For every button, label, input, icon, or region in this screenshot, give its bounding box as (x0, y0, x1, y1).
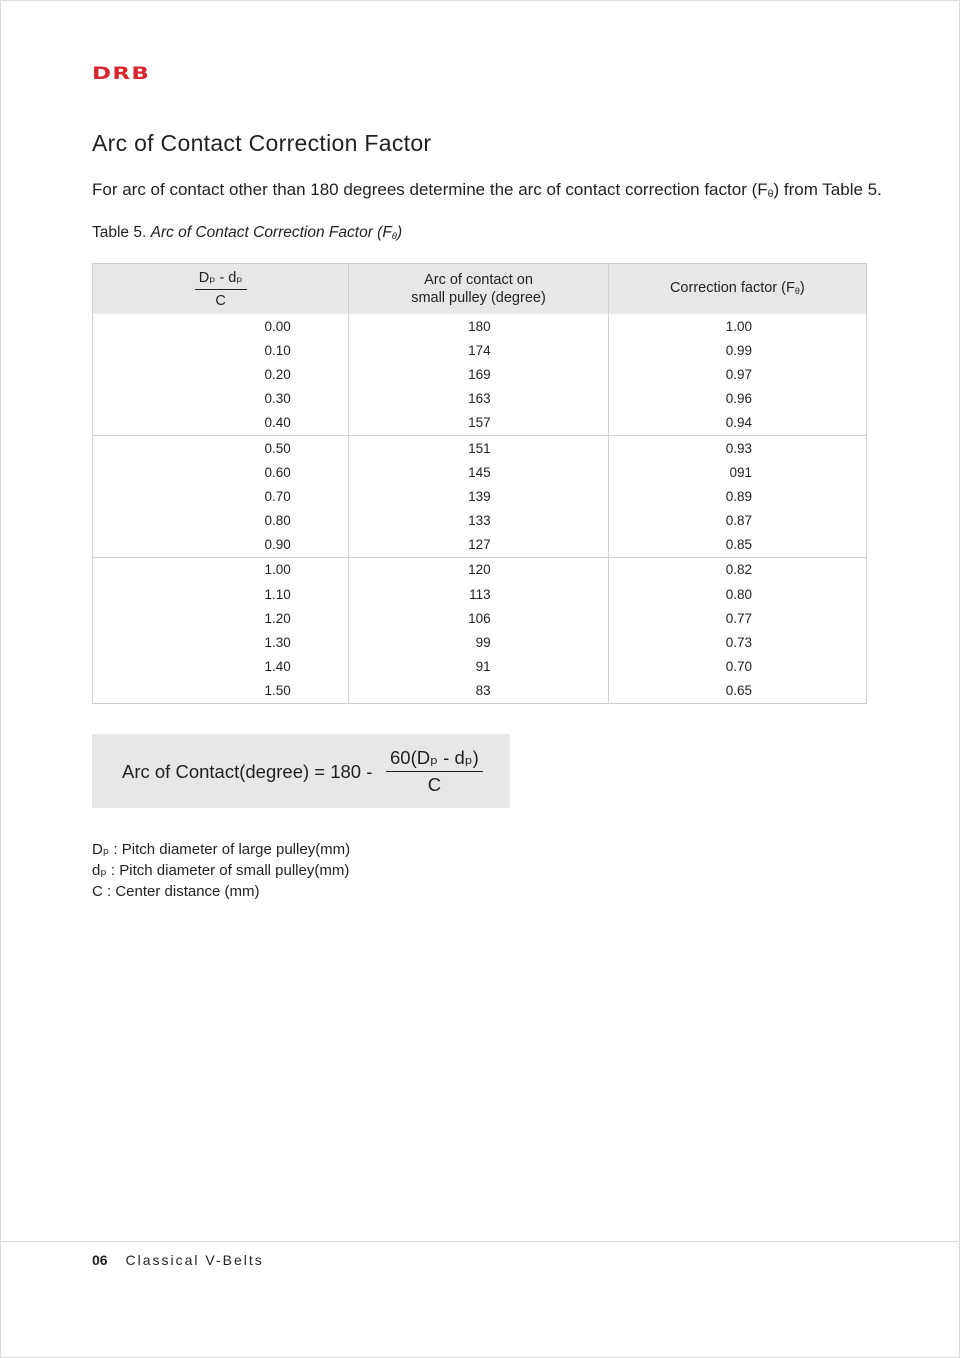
cell-ratio: 1.00 (93, 557, 349, 582)
header-arc (349, 264, 608, 315)
table-caption-sub: θ (391, 230, 398, 242)
cell-ratio: 0.90 (93, 533, 349, 558)
definition-large-pulley: Dₚ : Pitch diameter of large pulley(mm) (92, 841, 351, 858)
intro-text-tail: ) from Table 5. (773, 180, 882, 199)
table-caption-text (151, 224, 403, 241)
cell-factor: 0.97 (608, 362, 866, 386)
table-row (93, 679, 867, 704)
cell-ratio: 1.40 (93, 655, 349, 679)
cell-factor: 0.85 (608, 533, 866, 558)
table-row (93, 484, 867, 508)
cell-factor: 0.89 (608, 484, 866, 508)
cell-ratio: 1.10 (93, 582, 349, 606)
cell-factor: 0.70 (608, 655, 866, 679)
table-row (93, 338, 867, 362)
cell-arc: 91 (349, 655, 608, 679)
formula-numerator: 60(Dₚ - dₚ) (386, 747, 483, 772)
cell-factor: 0.77 (608, 606, 866, 630)
section-name: Classical V-Belts (125, 1252, 264, 1268)
cell-ratio: 0.50 (93, 435, 349, 460)
table-row (93, 533, 867, 558)
table-row (93, 655, 867, 679)
table-caption-tail: ) (397, 224, 403, 241)
cell-factor: 0.82 (608, 557, 866, 582)
cell-factor: 0.93 (608, 435, 866, 460)
table-row (93, 314, 867, 338)
definition-small-pulley: dₚ : Pitch diameter of small pulley(mm) (92, 862, 350, 879)
cell-ratio: 0.80 (93, 509, 349, 533)
intro-text-body: For arc of contact other than 180 degrees determine the arc of contact correction factor (F (92, 180, 768, 199)
header-correction (608, 264, 866, 315)
cell-ratio: 0.00 (93, 314, 349, 338)
table-body (93, 314, 867, 704)
cell-factor: 0.96 (608, 387, 866, 411)
cell-factor: 091 (608, 460, 866, 484)
cell-factor: 0.80 (608, 582, 866, 606)
formula-box (92, 734, 510, 808)
cell-arc: 163 (349, 387, 608, 411)
cell-arc: 157 (349, 411, 608, 436)
footer (92, 1252, 264, 1268)
table-caption-body: Arc of Contact Correction Factor (F (150, 224, 392, 241)
cell-ratio: 0.10 (93, 338, 349, 362)
cell-arc: 169 (349, 362, 608, 386)
cell-arc: 127 (349, 533, 608, 558)
ratio-numerator: Dₚ - dₚ (195, 269, 247, 290)
correction-factor-table (92, 263, 867, 704)
table-row (93, 606, 867, 630)
table-header-row (93, 264, 867, 315)
cell-arc: 145 (349, 460, 608, 484)
table-row (93, 557, 867, 582)
cell-arc: 133 (349, 509, 608, 533)
table-row (93, 435, 867, 460)
footer-divider (0, 1241, 958, 1242)
cell-factor: 0.65 (608, 679, 866, 704)
table-row (93, 460, 867, 484)
definition-center-distance: C : Center distance (mm) (92, 883, 260, 900)
ratio-denominator: C (215, 292, 226, 309)
cell-factor: 0.99 (608, 338, 866, 362)
cell-ratio: 0.40 (93, 411, 349, 436)
cell-ratio: 1.30 (93, 630, 349, 654)
header-correction-tail: ) (799, 279, 805, 296)
header-arc-line2: small pulley (degree) (411, 290, 546, 306)
cell-factor: 0.73 (608, 630, 866, 654)
cell-arc: 180 (349, 314, 608, 338)
cell-factor: 0.87 (608, 509, 866, 533)
cell-factor: 1.00 (608, 314, 866, 338)
cell-ratio: 0.20 (93, 362, 349, 386)
cell-ratio: 0.60 (93, 460, 349, 484)
formula-fraction-group (386, 747, 483, 796)
cell-arc: 99 (349, 630, 608, 654)
table-row (93, 509, 867, 533)
page-number: 06 (92, 1252, 108, 1268)
table-row (93, 582, 867, 606)
table-caption-label: Table 5. (92, 224, 147, 241)
header-ratio (93, 264, 349, 315)
cell-arc: 113 (349, 582, 608, 606)
table-row (93, 411, 867, 436)
table-caption (92, 224, 402, 242)
formula-denominator: C (427, 774, 442, 795)
cell-ratio: 1.50 (93, 679, 349, 704)
table-row (93, 362, 867, 386)
page-title: Arc of Contact Correction Factor (92, 130, 432, 156)
header-correction-sub: θ (794, 285, 800, 296)
cell-arc: 139 (349, 484, 608, 508)
formula-lhs: Arc of Contact(degree) = 180 - (122, 761, 373, 782)
cell-arc: 120 (349, 557, 608, 582)
intro-text-sub: θ (767, 188, 774, 201)
ratio-fraction (195, 269, 247, 310)
cell-ratio: 1.20 (93, 606, 349, 630)
cell-arc: 83 (349, 679, 608, 704)
cell-arc: 151 (349, 435, 608, 460)
formula-fraction (386, 747, 483, 796)
cell-ratio: 0.70 (93, 484, 349, 508)
cell-factor: 0.94 (608, 411, 866, 436)
cell-arc: 106 (349, 606, 608, 630)
intro-text (92, 180, 882, 200)
header-correction-text: Correction factor (F (669, 279, 795, 296)
table-row (93, 630, 867, 654)
drb-logo: DRB (92, 64, 151, 84)
definitions (92, 839, 350, 902)
table-row (93, 387, 867, 411)
header-arc-line1: Arc of contact on (424, 272, 533, 288)
cell-ratio: 0.30 (93, 387, 349, 411)
cell-arc: 174 (349, 338, 608, 362)
